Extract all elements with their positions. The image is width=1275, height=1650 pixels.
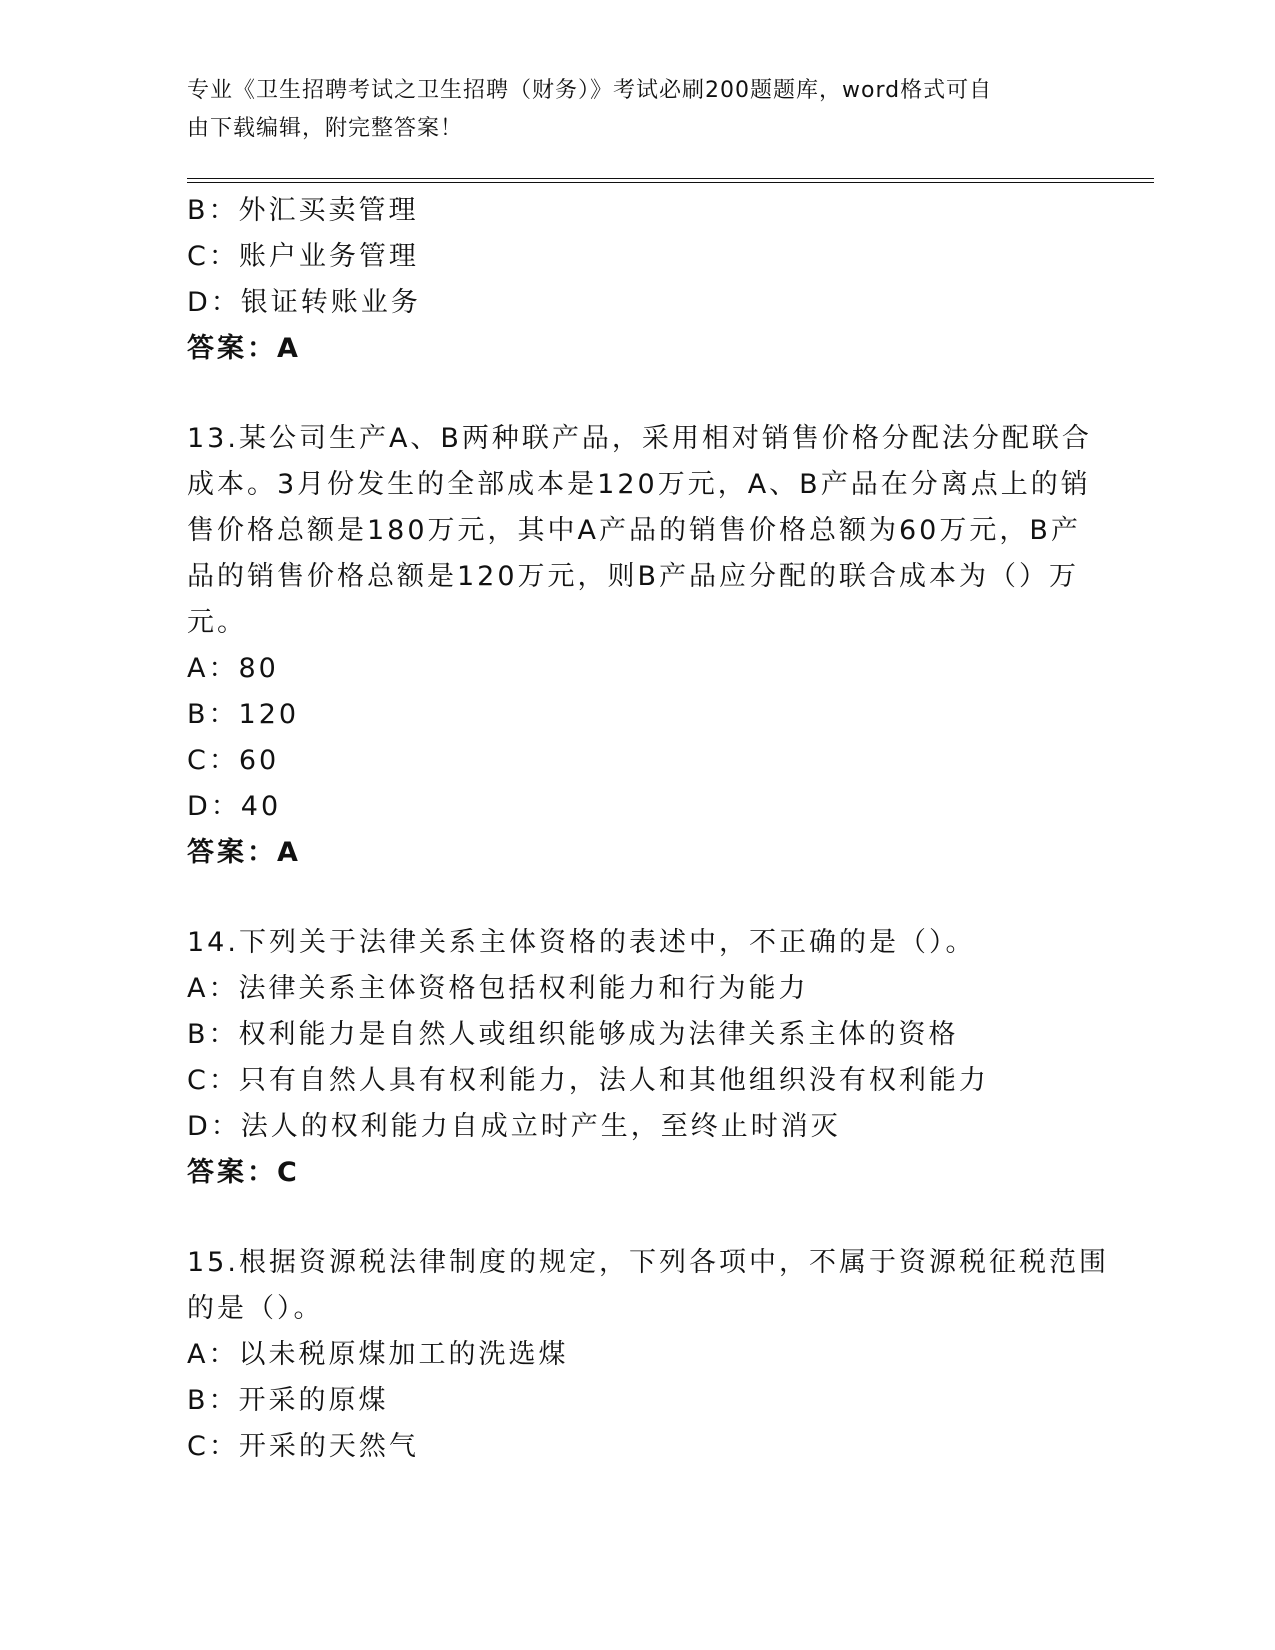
spacer (187, 876, 1067, 920)
question-12 (187, 188, 1067, 372)
header-divider-bottom (187, 182, 1154, 183)
page-header (187, 72, 1067, 148)
answer: 答案：C (187, 1157, 300, 1188)
question-text-line: 15.根据资源税法律制度的规定，下列各项中，不属于资源税征税范围 (187, 1247, 1109, 1278)
answer: 答案：A (187, 837, 301, 868)
option-d: D：40 (187, 791, 282, 822)
option-b: B：开采的原煤 (187, 1385, 389, 1416)
option-b: B：120 (187, 699, 300, 730)
question-list (187, 188, 1109, 1470)
option-d: D：法人的权利能力自成立时产生，至终止时消灭 (187, 1111, 841, 1142)
option-c: C：60 (187, 745, 280, 776)
option-d: D：银证转账业务 (187, 287, 421, 318)
option-a: A：以未税原煤加工的洗选煤 (187, 1339, 569, 1370)
answer: 答案：A (187, 333, 301, 364)
question-text-line: 的是（）。 (187, 1293, 324, 1324)
question-text-line: 售价格总额是180万元，其中A产品的销售价格总额为60万元，B产 (187, 515, 1081, 546)
header-divider-top (187, 178, 1154, 179)
question-text-line: 元。 (187, 607, 247, 638)
header-line-1: 专业《卫生招聘考试之卫生招聘（财务）》考试必刷200题题库，word格式可自 (187, 78, 993, 103)
question-text-line: 成本。3月份发生的全部成本是120万元，A、B产品在分离点上的销 (187, 469, 1091, 500)
option-c: C：只有自然人具有权利能力，法人和其他组织没有权利能力 (187, 1065, 989, 1096)
question-13 (187, 416, 1092, 876)
question-14 (187, 920, 1067, 1196)
question-15 (187, 1240, 1109, 1470)
header-line-2: 由下载编辑，附完整答案！ (187, 116, 464, 141)
option-c: C：账户业务管理 (187, 241, 419, 272)
option-a: A：80 (187, 653, 279, 684)
question-text-line: 品的销售价格总额是120万元，则B产品应分配的联合成本为（）万 (187, 561, 1080, 592)
option-a: A：法律关系主体资格包括权利能力和行为能力 (187, 973, 809, 1004)
spacer (187, 1196, 1067, 1240)
option-b: B：外汇买卖管理 (187, 195, 419, 226)
spacer (187, 372, 1067, 416)
question-text-line: 14.下列关于法律关系主体资格的表述中，不正确的是（）。 (187, 927, 976, 958)
option-c: C：开采的天然气 (187, 1431, 419, 1462)
option-b: B：权利能力是自然人或组织能够成为法律关系主体的资格 (187, 1019, 959, 1050)
question-text-line: 13.某公司生产A、B两种联产品，采用相对销售价格分配法分配联合 (187, 423, 1092, 454)
